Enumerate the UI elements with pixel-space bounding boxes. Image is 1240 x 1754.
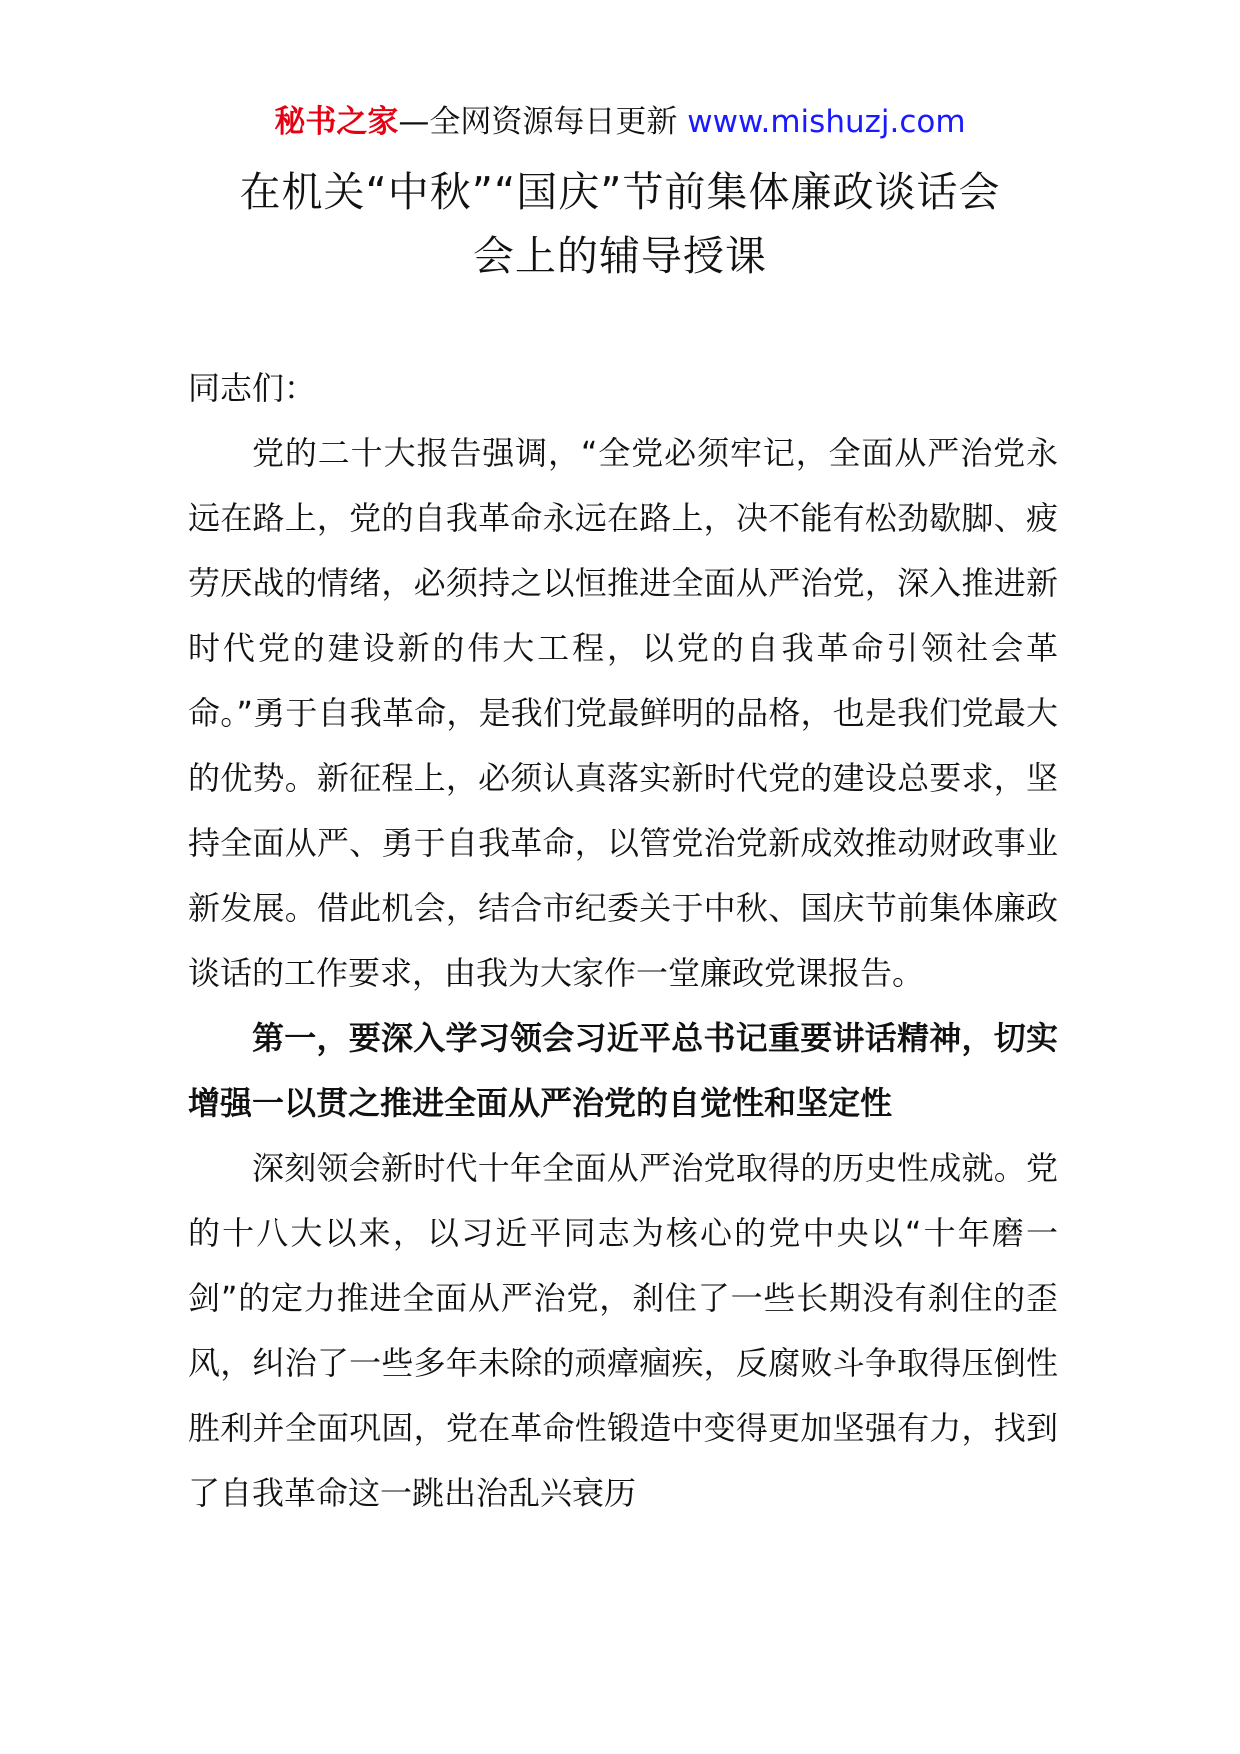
title-line-1: 在机关“中秋”“国庆”节前集体廉政谈话会 <box>239 168 1001 216</box>
brand-name: 秘书之家 <box>274 104 399 140</box>
body-paragraph: 深刻领会新时代十年全面从严治党取得的历史性成就。党的十八大以来，以习近平同志为核心的党中央以“十年磨一剑”的定力推进全面从严治党，刹住了一些长期没有刹住的歪风，纠治了一些多年未除的顽瘴痼疾，反腐败斗争取得压倒性胜利并全面巩固，党在革命性锻造中变得更加坚强有力，找到了自我革命这一跳出治乱兴衰历 <box>188 1149 1058 1512</box>
body-paragraph: 党的二十大报告强调，“全党必须牢记，全面从严治党永远在路上，党的自我革命永远在路上，决不能有松劲歇脚、疲劳厌战的情绪，必须持之以恒推进全面从严治党，深入推进新时代党的建设新的伟大工程，以党的自我革命引领社会革命。”勇于自我革命，是我们党最鲜明的品格，也是我们党最大的优势。新征程上，必须认真落实新时代党的建设总要求，坚持全面从严、勇于自我革命，以管党治党新成效推动财政事业新发展。借此机会，结合市纪委关于中秋、国庆节前集体廉政谈话的工作要求，由我为大家作一堂廉政党课报告。 <box>188 434 1058 992</box>
salutation: 同志们： <box>188 369 317 407</box>
document-title <box>0 160 1240 288</box>
banner-tagline: —全网资源每日更新 <box>398 104 688 140</box>
section-heading: 第一，要深入学习领会习近平总书记重要讲话精神，切实增强一以贯之推进全面从严治党的自觉性和坚定性 <box>188 1019 1058 1122</box>
site-url-link[interactable]: www.mishuzj.com <box>687 104 966 140</box>
site-banner <box>0 100 1240 144</box>
title-line-2: 会上的辅导授课 <box>473 232 767 280</box>
document-body <box>188 356 1058 1526</box>
